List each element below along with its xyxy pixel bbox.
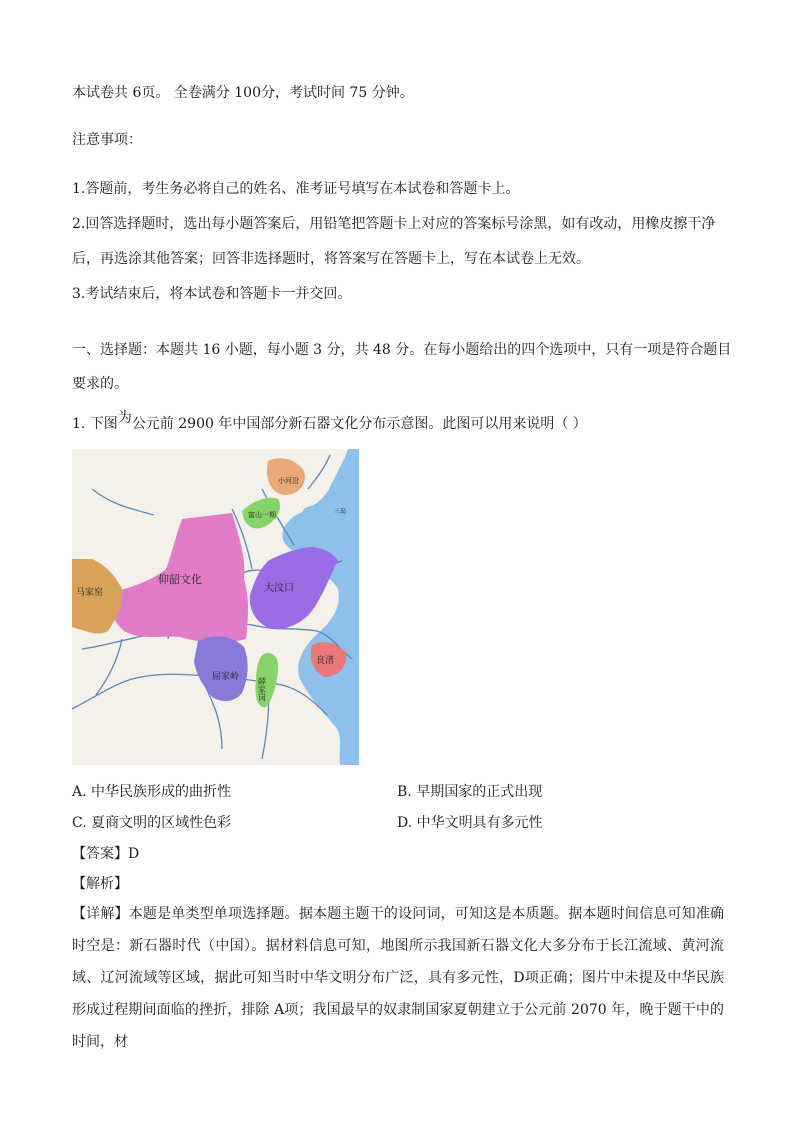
- option-d[interactable]: D. 中华文明具有多元性: [397, 815, 543, 831]
- label-qujialing: 屈家岭: [212, 672, 240, 682]
- answer-line: 【答案】D: [72, 846, 140, 862]
- section-heading-cont: 要求的。: [72, 376, 128, 392]
- section-heading: 一、选择题：本题共 16 小题，每小题 3 分，共 48 分。在每小题给出的四个选项中，只有一项是符合题目: [72, 342, 732, 358]
- question-sup-char: 为: [117, 410, 132, 426]
- option-c[interactable]: C. 夏商文明的区域性色彩: [72, 815, 232, 831]
- neolithic-culture-map: [72, 449, 359, 765]
- label-dawenkou: 大汶口: [264, 583, 294, 594]
- question-stem-text: 公元前 2900 年中国部分新石器文化分布示意图。此图可以用来说明（ ）: [131, 416, 587, 432]
- notice-title: 注意事项：: [72, 132, 142, 148]
- label-xuejiagang: 薛家岗: [257, 677, 267, 701]
- note-2-cont: 后，再选涂其他答案；回答非选择题时，将答案写在答题卡上，写在本试卷上无效。: [72, 251, 590, 267]
- label-sandao: 三岛: [334, 508, 347, 515]
- label-yangshao: 仰韶文化: [158, 573, 202, 586]
- option-a[interactable]: A. 中华民族形成的曲折性: [72, 784, 232, 800]
- label-fushanyi: 富山一期: [248, 511, 276, 519]
- note-1: 1.答题前，考生务必将自己的姓名、准考证号填写在本试卷和答题卡上。: [72, 181, 520, 197]
- option-b[interactable]: B. 早期国家的正式出现: [397, 784, 543, 800]
- explanation-text: 【详解】本题是单类型单项选择题。据本题主题干的设问词，可知这是本质题。据本题时间信息可知准确时空是：新石器时代（中国）。据材料信息可知，地图所示我国新石器文化大多分布于长江流域、黄河流域、辽河流域等区域，据此可知当时中华文明分布广泛，具有多元性，D项正确；图片中未提及中华民族形成过程期间面临的挫折，排除 A项；我国最早的奴隶制国家夏朝建立于公元前 2070 年，晚于题干中的时间，材: [72, 906, 724, 1050]
- label-liangzhu: 良渚: [316, 656, 335, 666]
- question-number: 1. 下图: [72, 416, 118, 432]
- note-3: 3.考试结束后，将本试卷和答题卡一并交回。: [72, 286, 352, 302]
- question-1-stem: [72, 410, 587, 434]
- label-majiayao: 马家窑: [76, 588, 104, 598]
- exam-info-line: 本试卷共 6页。 全卷满分 100分，考试时间 75 分钟。: [72, 85, 414, 101]
- note-2: 2.回答选择题时，选出每小题答案后，用铅笔把答题卡上对应的答案标号涂黑，如有改动，用橡皮擦干净: [72, 216, 716, 232]
- label-xiaoheyan: 小河沿: [278, 477, 299, 485]
- analysis-title: 【解析】: [72, 876, 128, 892]
